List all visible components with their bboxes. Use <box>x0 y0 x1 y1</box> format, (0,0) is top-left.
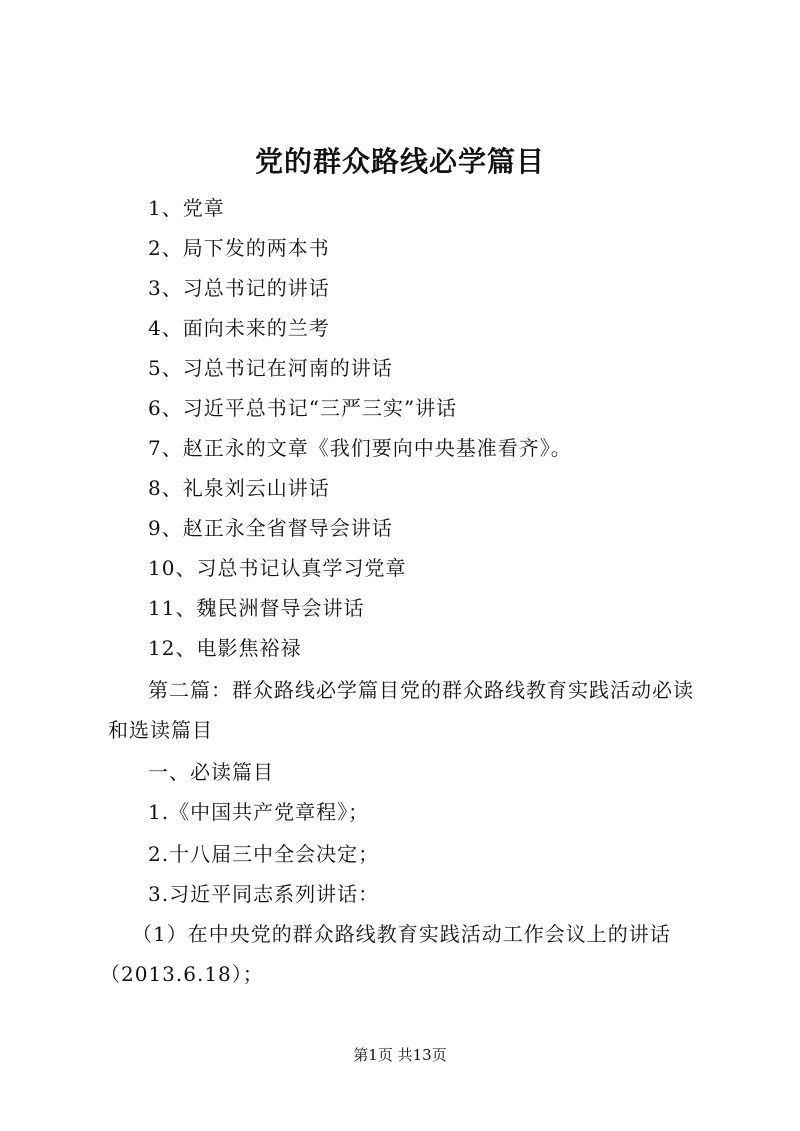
document-title: 党的群众路线必学篇目 <box>254 145 545 178</box>
list-item: 12、电影焦裕禄 <box>148 636 302 660</box>
required-item: 2.十八届三中全会决定； <box>148 842 380 866</box>
required-item: 3.习近平同志系列讲话： <box>148 882 380 906</box>
list-item: 5、习总书记在河南的讲话 <box>148 356 393 380</box>
speech-item-line2: （2013.6.18）； <box>100 962 264 986</box>
list-item: 10、习总书记认真学习党章 <box>148 556 407 580</box>
list-item: 3、习总书记的讲话 <box>148 276 330 300</box>
section2-heading-line2: 和选读篇目 <box>108 718 213 742</box>
list-item: 1、党章 <box>148 196 225 220</box>
list-item: 2、局下发的两本书 <box>148 236 330 260</box>
section2-heading-line1: 第二篇：群众路线必学篇目党的群众路线教育实践活动必读 <box>148 678 694 702</box>
required-item: 1.《中国共产党章程》； <box>148 800 370 824</box>
page-number: 第1页 共13页 <box>353 1046 447 1064</box>
required-reading-heading: 一、必读篇目 <box>148 760 274 784</box>
list-item: 11、魏民洲督导会讲话 <box>148 596 365 620</box>
speech-item-line1: （1）在中央党的群众路线教育实践活动工作会议上的讲话 <box>132 922 671 946</box>
list-item: 7、赵正永的文章《我们要向中央基准看齐》。 <box>148 436 572 460</box>
list-item: 6、习近平总书记“三严三实”讲话 <box>148 396 458 420</box>
list-item: 4、面向未来的兰考 <box>148 316 330 340</box>
list-item: 9、赵正永全省督导会讲话 <box>148 516 393 540</box>
list-item: 8、礼泉刘云山讲话 <box>148 476 330 500</box>
